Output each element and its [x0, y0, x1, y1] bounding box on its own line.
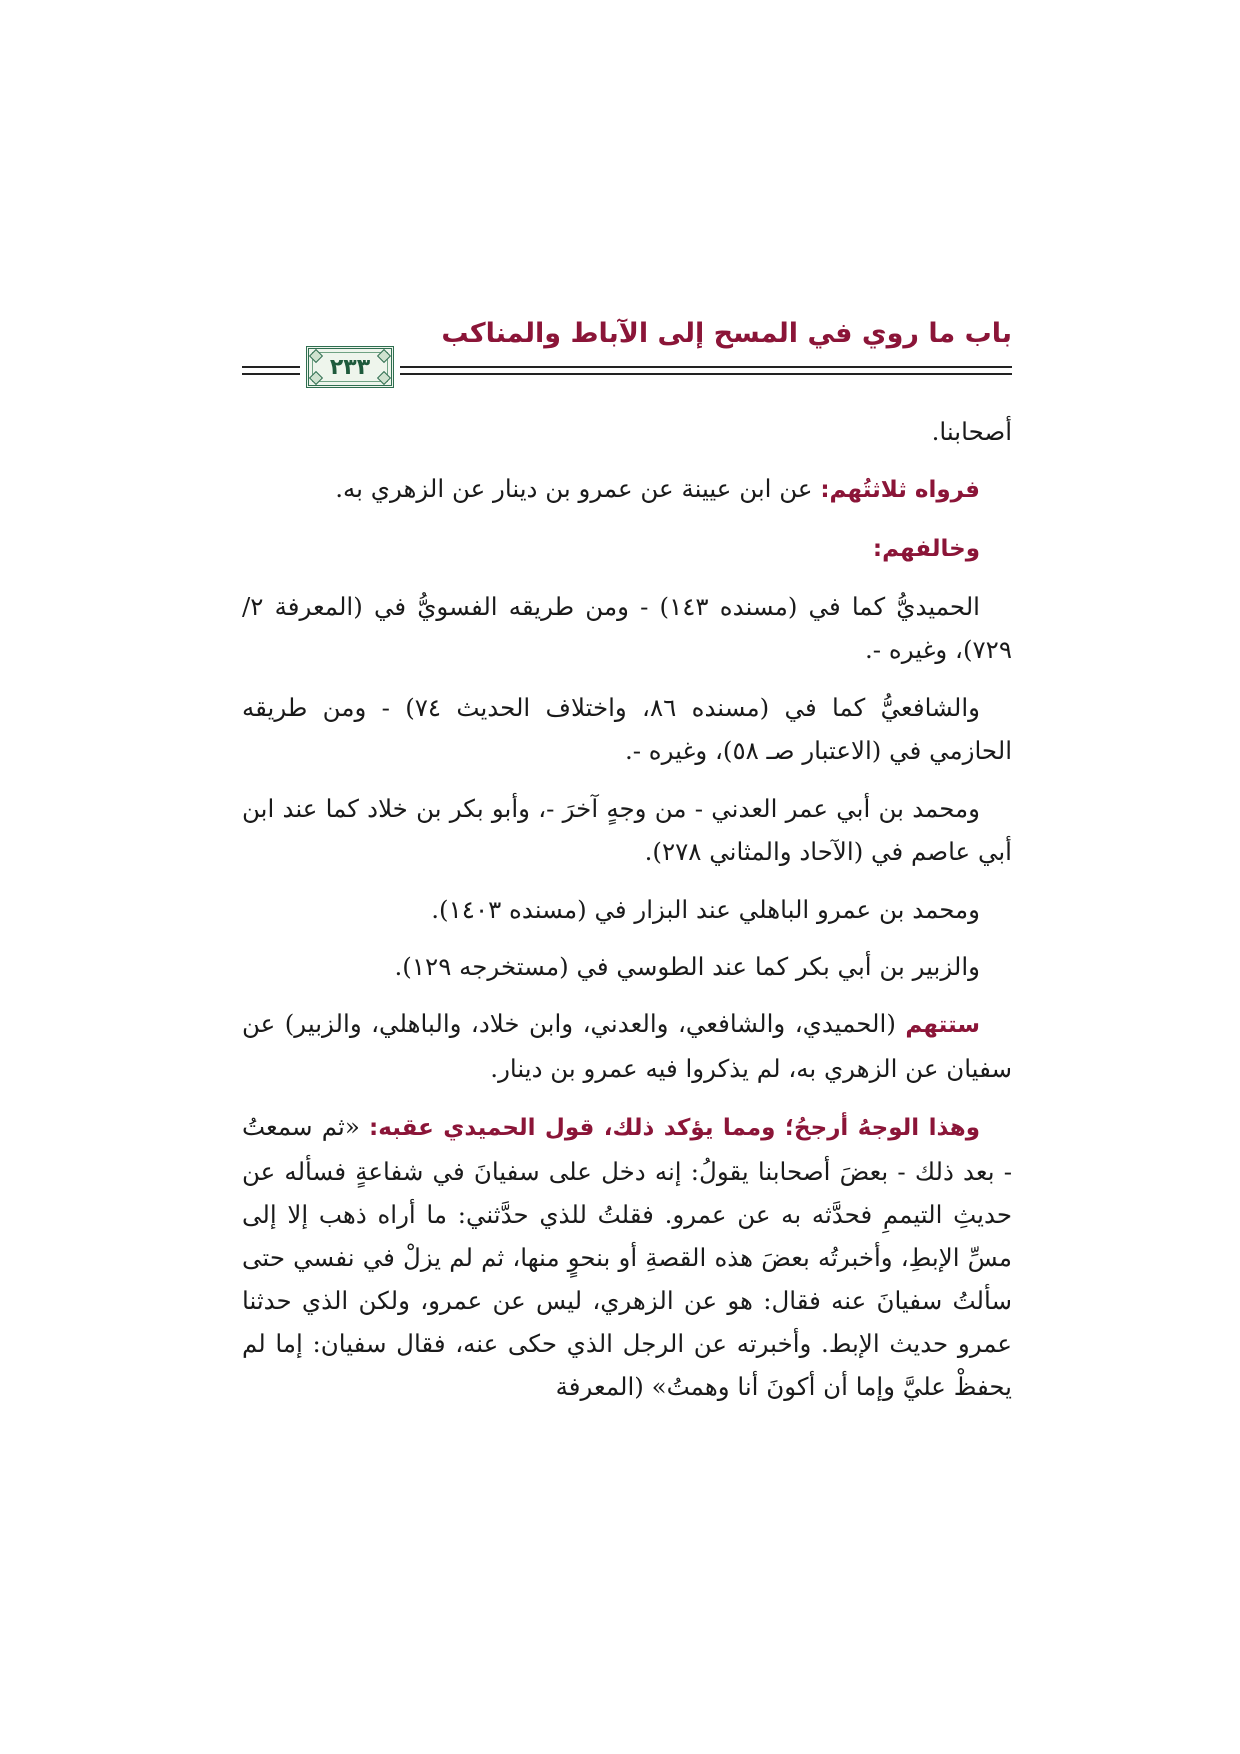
paragraph	[242, 945, 1012, 988]
paragraph	[242, 888, 1012, 931]
paragraph-text: (الحميدي، والشافعي، والعدني، وابن خلاد، والباهلي، والزبير) عن سفيان عن الزهري به، لم يذكروا فيه عمرو بن دينار.	[242, 1009, 1012, 1083]
paragraph	[242, 1105, 1012, 1408]
paragraph-text: ومحمد بن عمرو الباهلي عند البزار في (مسنده ١٤٠٣).	[431, 895, 980, 924]
paragraph-text: والشافعيُّ كما في (مسنده ٨٦، واختلاف الحديث ٧٤) - ومن طريقه الحازمي في (الاعتبار صـ ٥٨)، وغيره -.	[242, 693, 1012, 765]
paragraph-text: «ثم سمعتُ - بعد ذلك - بعضَ أصحابنا يقولُ: إنه دخل على سفيانَ في شفاعةٍ فسأله عن حديثِ التيممِ فحدَّثه به عن عمرو. فقلتُ للذي حدَّثني: ما أراه ذهب إلا إلى مسِّ الإبطِ، وأخبرتُه بعضَ هذه القصةِ أو بنحوٍ منها، ثم لم يزلْ في نفسي حتى سألتُ سفيانَ عنه فقال: هو عن الزهري، ليس عن عمرو، ولكن الذي حدثنا عمرو حديث الإبط. وأخبرته عن الرجل الذي حكى عنه، فقال سفيان: إما لم يحفظْ عليَّ وإما أن أكونَ أنا وهمتُ» (المعرفة	[242, 1112, 1012, 1401]
chapter-title: باب ما روي في المسح إلى الآباط والمناكب	[441, 318, 1012, 349]
page-number-ornament	[306, 346, 394, 388]
paragraph-text: أصحابنا.	[931, 417, 1012, 446]
paragraph	[242, 467, 1012, 512]
paragraph-lead: ستتهم	[905, 1012, 980, 1038]
page-body	[242, 410, 1012, 1423]
page-header	[242, 318, 1012, 392]
paragraph	[242, 410, 1012, 453]
paragraph-lead: وخالفهم:	[872, 536, 980, 562]
paragraph-lead: فرواه ثلاثتُهم:	[820, 477, 980, 503]
paragraph	[242, 787, 1012, 873]
paragraph-text: الحميديُّ كما في (مسنده ١٤٣) - ومن طريقه الفسويُّ في (المعرفة ٢/ ٧٢٩)، وغيره -.	[242, 592, 1012, 664]
paragraph	[242, 1002, 1012, 1090]
page-number: ٢٣٣	[329, 355, 371, 380]
paragraph-text: ومحمد بن أبي عمر العدني - من وجهٍ آخرَ -، وأبو بكر بن خلاد كما عند ابن أبي عاصم في (الآحاد والمثاني ٢٧٨).	[242, 794, 1012, 866]
paragraph-text: والزبير بن أبي بكر كما عند الطوسي في (مستخرجه ١٢٩).	[394, 952, 980, 981]
paragraph	[242, 686, 1012, 772]
paragraph	[242, 526, 1012, 571]
paragraph-text: عن ابن عيينة عن عمرو بن دينار عن الزهري به.	[335, 474, 821, 503]
paragraph-lead: وهذا الوجهُ أرجحُ؛ ومما يؤكد ذلك، قول الحميدي عقبه:	[369, 1115, 980, 1141]
paragraph	[242, 585, 1012, 671]
page-number-frame	[300, 342, 400, 392]
